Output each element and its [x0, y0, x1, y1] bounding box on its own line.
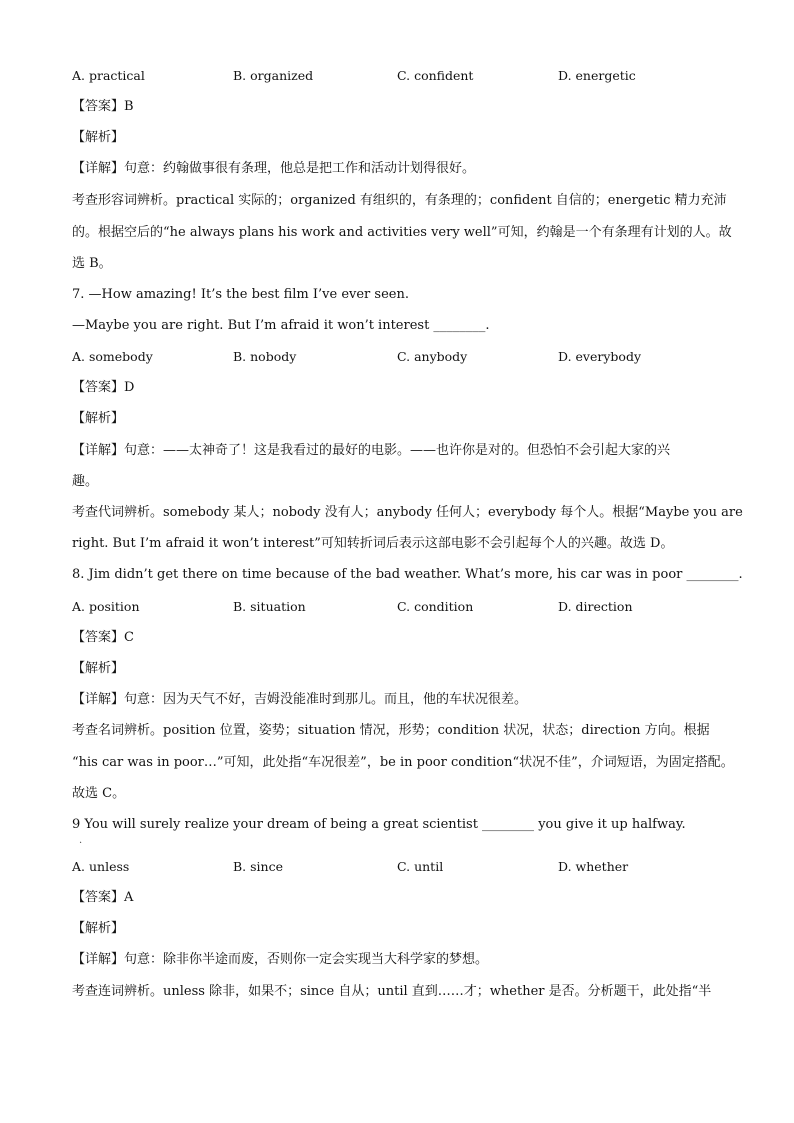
q9-option-c: C. until	[397, 859, 444, 874]
q7-detail-line-2: 趣。	[72, 474, 99, 489]
q6-analysis-label: 【解析】	[72, 130, 125, 145]
q7-stem-line-1: 7. —How amazing! It’s the best film I’ve ever seen.	[72, 287, 409, 302]
q8-answer: 【答案】C	[72, 630, 134, 645]
q6-option-c: C. confident	[397, 68, 474, 83]
q7-explanation-line-2: right. But I’m afraid it won’t interest”可知转折词后表示这部电影不会引起每个人的兴趣。故选 D。	[72, 536, 674, 551]
q6-explanation-line-3: 选 B。	[72, 256, 112, 271]
q6-option-a: A. practical	[72, 68, 145, 83]
q9-stem: 9 You will surely realize your dream of being a great scientist ________ you give it up halfway.	[72, 817, 686, 832]
q8-explanation-line-2: “his car was in poor…”可知，此处指“车况很差”，be in poor condition“状况不佳”，介词短语，为固定搭配。	[72, 755, 734, 770]
q6-option-d: D. energetic	[558, 68, 636, 83]
q8-analysis-label: 【解析】	[72, 661, 125, 676]
q7-option-b: B. nobody	[233, 349, 297, 364]
q7-options	[0, 348, 794, 366]
q9-options	[0, 858, 794, 876]
q6-answer: 【答案】B	[72, 99, 134, 114]
q6-option-b: B. organized	[233, 68, 314, 83]
q8-option-d: D. direction	[558, 599, 633, 614]
q7-analysis-label: 【解析】	[72, 411, 125, 426]
q9-answer: 【答案】A	[72, 890, 134, 905]
q9-option-a: A. unless	[72, 859, 130, 874]
q7-detail-line-1: 【详解】句意：——太神奇了！这是我看过的最好的电影。——也许你是对的。但恐怕不会引起大家的兴	[72, 443, 671, 458]
q7-option-d: D. everybody	[558, 349, 642, 364]
q8-option-c: C. condition	[397, 599, 474, 614]
q8-option-a: A. position	[72, 599, 140, 614]
q8-stem: 8. Jim didn’t get there on time because of the bad weather. What’s more, his car was in poor ________.	[72, 567, 743, 582]
q9-explanation-line-1: 考查连词辨析。unless 除非，如果不；since 自从；until 直到……才；whether 是否。分析题干，此处指“半	[72, 984, 712, 999]
q7-stem-line-2: —Maybe you are right. But I’m afraid it won’t interest ________.	[72, 318, 490, 333]
q6-options	[0, 67, 794, 85]
q9-analysis-label: 【解析】	[72, 921, 125, 936]
q7-answer: 【答案】D	[72, 380, 135, 395]
q8-option-b: B. situation	[233, 599, 306, 614]
q9-detail: 【详解】句意：除非你半途而废，否则你一定会实现当大科学家的梦想。	[72, 952, 489, 967]
q9-option-d: D. whether	[558, 859, 629, 874]
q8-explanation-line-3: 故选 C。	[72, 786, 126, 801]
q8-detail: 【详解】句意：因为天气不好，吉姆没能准时到那儿。而且，他的车状况很差。	[72, 692, 528, 707]
q8-options	[0, 598, 794, 616]
q8-explanation-line-1: 考查名词辨析。position 位置，姿势；situation 情况，形势；condition 状况，状态；direction 方向。根据	[72, 723, 710, 738]
q6-explanation-line-1: 考查形容词辨析。practical 实际的；organized 有组织的，有条理的；confident 自信的；energetic 精力充沛	[72, 193, 727, 208]
q9-stray-dot: ·	[79, 838, 83, 849]
q7-option-c: C. anybody	[397, 349, 468, 364]
q7-option-a: A. somebody	[72, 349, 153, 364]
q6-explanation-line-2: 的。根据空后的“he always plans his work and activities very well”可知，约翰是一个有条理有计划的人。故	[72, 225, 732, 240]
q7-explanation-line-1: 考查代词辨析。somebody 某人；nobody 没有人；anybody 任何人；everybody 每个人。根据“Maybe you are	[72, 505, 743, 520]
q9-option-b: B. since	[233, 859, 283, 874]
q6-detail: 【详解】句意：约翰做事很有条理，他总是把工作和活动计划得很好。	[72, 161, 476, 176]
